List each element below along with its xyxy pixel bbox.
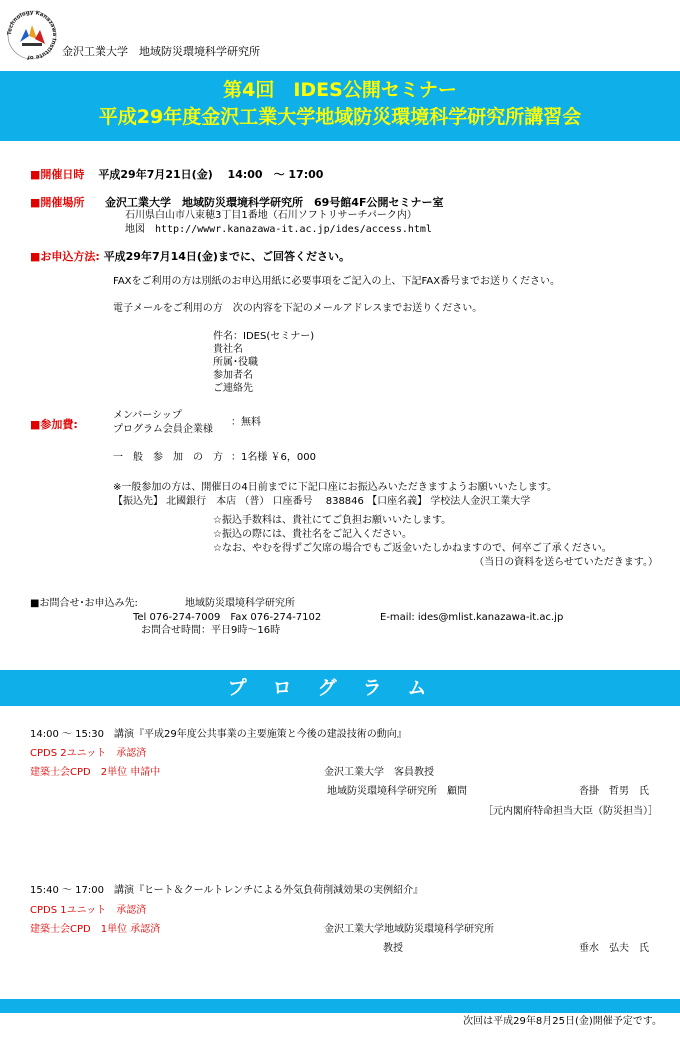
venue-label: ■開催場所 xyxy=(30,196,85,209)
session1-cpd: 建築士会CPD 2単位 申請中 xyxy=(30,767,161,778)
session2-cpd: 建築士会CPD 1単位 承認済 xyxy=(30,924,161,935)
banner-line2: 平成29年度金沢工業大学地域防災環境科学研究所講習会 xyxy=(98,106,582,128)
field-company: 貴社名 xyxy=(213,344,243,355)
date-label: ■開催日時 xyxy=(30,168,85,181)
fee-member-line1: メンバーシップ xyxy=(113,410,182,421)
fee-note4: ☆なお、やむを得ずご欠席の場合でもご返金いたしかねますので、何卒ご了承ください。 xyxy=(213,543,612,554)
venue-name: 金沢工業大学 地域防災環境科学研究所 69号館4F公開セミナー室 xyxy=(105,196,444,209)
field-contact: ご連絡先 xyxy=(213,383,253,394)
contact-tel-fax: Tel 076-274-7009 Fax 076-274-7102 xyxy=(133,612,322,623)
session1-aff1: 金沢工業大学 客員教授 xyxy=(324,767,434,778)
contact-org: 地域防災環境科学研究所 xyxy=(185,598,295,609)
fee-note3: ☆振込の際には、貴社名をご記入ください。 xyxy=(213,529,412,540)
contact-hours: お問合せ時間：平日9時～16時 xyxy=(141,625,281,636)
email-note: 電子メールをご利用の方 次の内容を下記のメールアドレスまでお送りください。 xyxy=(113,303,483,314)
session1-cpds: CPDS 2ユニット 承認済 xyxy=(30,748,147,759)
map-link[interactable]: http://wwwr.kanazawa-it.ac.jp/ides/access.html xyxy=(155,224,432,235)
contact-label-visible: ■お問合せ･お申込み先: xyxy=(30,598,138,609)
map-label: 地図 xyxy=(125,224,145,235)
title-banner xyxy=(0,71,680,141)
session1-title-note: ［元内閣府特命担当大臣（防災担当）］ xyxy=(483,806,658,817)
field-position: 所属･役職 xyxy=(213,357,258,368)
session2-aff2: 教授 xyxy=(383,943,403,954)
bank-info: 【振込先】 北國銀行 本店 （普） 口座番号 838846 【口座名義】 学校法人金沢工業大学 xyxy=(113,496,531,507)
fee-member-value: ：無料 xyxy=(231,417,261,428)
map-row xyxy=(125,224,432,236)
field-participant: 参加者名 xyxy=(213,370,253,381)
logo-ring-text: Technology Kanazawa Institute of xyxy=(6,9,58,61)
fee-note2: ☆振込手数料は、貴社にてご負担お願いいたします。 xyxy=(213,515,452,526)
date-value: 平成29年7月21日(金) 14:00 ～ 17:00 xyxy=(98,168,324,181)
fee-label: ■参加費: xyxy=(30,418,78,431)
footer-bar xyxy=(0,999,680,1013)
session2-cpds: CPDS 1ユニット 承認済 xyxy=(30,905,147,916)
institute-name: 金沢工業大学 地域防災環境科学研究所 xyxy=(62,45,260,58)
session1-time-title: 14:00 ～ 15:30 講演『平成29年度公共事業の主要施策と今後の建設技術の動向』 xyxy=(30,729,407,740)
program-banner: プログラム xyxy=(0,670,680,706)
session1-speaker: 沓掛 哲男 氏 xyxy=(579,786,649,797)
fee-member-line2: プログラム会員企業様 xyxy=(113,424,213,435)
session2-time-title: 15:40 ～ 17:00 講演『ヒート＆クールトレンチによる外気負荷削減効果の実例紹介』 xyxy=(30,885,424,896)
date-row xyxy=(30,168,323,181)
application-label: ■お申込方法: xyxy=(30,250,100,263)
fax-note: FAXをご利用の方は別紙のお申込用紙に必要事項をご記入の上、下記FAX番号までお送りください。 xyxy=(113,276,561,287)
fee-note1: ※一般参加の方は、開催日の4日前までに下記口座にお振込みいただきますようお願いいたします。 xyxy=(113,482,557,493)
fee-note5: （当日の資料を送らせていただきます。） xyxy=(474,557,658,568)
session2-aff1: 金沢工業大学地域防災環境科学研究所 xyxy=(324,924,494,935)
kit-logo xyxy=(6,9,58,61)
venue-address: 石川県白山市八束穂3丁目1番地（石川ソフトリサーチパーク内） xyxy=(125,210,417,221)
contact-email[interactable]: E-mail: ides@mlist.kanazawa-it.ac.jp xyxy=(380,612,564,623)
next-session-note: 次回は平成29年8月25日(金)開催予定です。 xyxy=(463,1016,662,1027)
application-row xyxy=(30,250,350,263)
field-subject: 件名：IDES(セミナー) xyxy=(213,331,315,342)
fee-general-value: ：1名様 ￥6，000 xyxy=(231,452,316,463)
session1-aff2: 地域防災環境科学研究所 顧問 xyxy=(327,786,467,797)
application-deadline: 平成29年7月14日(金)までに、ご回答ください。 xyxy=(103,250,350,263)
banner-line1: 第4回 IDES公開セミナー xyxy=(223,79,457,101)
fee-general-label: 一 般 参 加 の 方 xyxy=(113,452,223,463)
session2-speaker: 垂水 弘夫 氏 xyxy=(579,943,649,954)
